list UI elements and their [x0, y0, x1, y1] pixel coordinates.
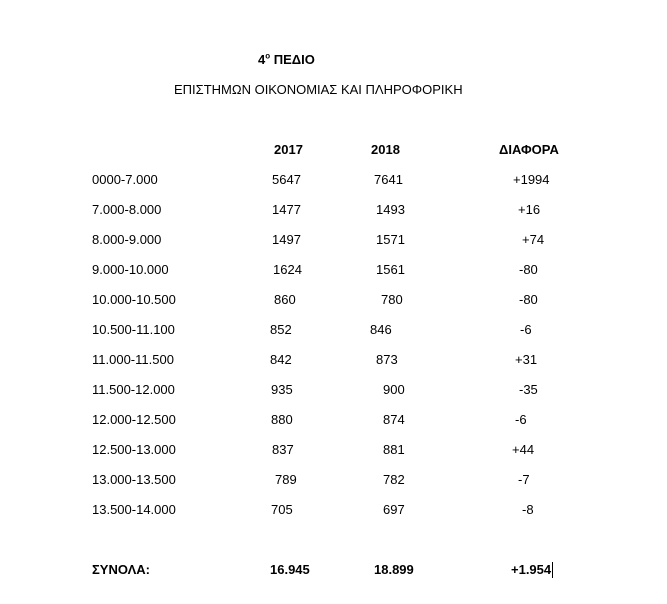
row-range: 12.000-12.500	[92, 412, 176, 427]
row-difference: +44	[512, 442, 535, 457]
row-value-2018: 1561	[376, 262, 405, 277]
row-difference: -6	[515, 412, 527, 427]
text-cursor	[552, 562, 553, 578]
page-subtitle: ΕΠΙΣΤΗΜΩΝ ΟΙΚΟΝΟΜΙΑΣ ΚΑΙ ΠΛΗΡΟΦΟΡΙΚΗ	[174, 82, 463, 97]
row-value-2018: 1571	[376, 232, 405, 247]
row-difference: +16	[518, 202, 541, 217]
row-difference: -7	[518, 472, 530, 487]
totals-difference: +1.954	[511, 562, 552, 577]
row-value-2017: 1624	[273, 262, 302, 277]
row-range: 10.500-11.100	[92, 322, 175, 337]
row-value-2018: 900	[383, 382, 405, 397]
row-value-2017: 1477	[272, 202, 301, 217]
row-value-2017: 852	[270, 322, 292, 337]
row-range: 10.000-10.500	[92, 292, 176, 307]
header-2017: 2017	[274, 142, 303, 157]
totals-label: ΣΥΝΟΛΑ:	[92, 562, 151, 577]
row-difference: -6	[520, 322, 532, 337]
row-value-2017: 705	[271, 502, 293, 517]
row-value-2018: 873	[376, 352, 398, 367]
totals-2018: 18.899	[374, 562, 414, 577]
row-range: 7.000-8.000	[92, 202, 162, 217]
totals-2017: 16.945	[270, 562, 310, 577]
row-value-2018: 7641	[374, 172, 403, 187]
row-range: 11.000-11.500	[92, 352, 174, 367]
page-title	[258, 52, 315, 68]
row-range: 13.000-13.500	[92, 472, 176, 487]
row-difference: -35	[519, 382, 538, 397]
row-value-2017: 1497	[272, 232, 301, 247]
row-value-2017: 880	[271, 412, 293, 427]
title-number: 4	[258, 52, 266, 67]
row-range: 11.500-12.000	[92, 382, 175, 397]
row-value-2017: 837	[272, 442, 294, 457]
row-range: 13.500-14.000	[92, 502, 176, 517]
row-difference: +74	[522, 232, 545, 247]
header-2018: 2018	[371, 142, 400, 157]
row-value-2017: 935	[271, 382, 293, 397]
header-difference: ΔΙΑΦΟΡΑ	[499, 142, 559, 157]
row-value-2018: 881	[383, 442, 405, 457]
row-range: 8.000-9.000	[92, 232, 162, 247]
title-superscript: ο	[265, 51, 271, 61]
row-value-2018: 780	[381, 292, 403, 307]
row-value-2018: 874	[383, 412, 405, 427]
title-text: ΠΕΔΙΟ	[270, 52, 315, 67]
row-value-2017: 842	[270, 352, 292, 367]
row-range: 9.000-10.000	[92, 262, 169, 277]
row-difference: -80	[519, 262, 538, 277]
row-value-2018: 697	[383, 502, 405, 517]
row-range: 0000-7.000	[92, 172, 158, 187]
row-value-2018: 1493	[376, 202, 405, 217]
row-difference: +1994	[513, 172, 550, 187]
row-value-2017: 5647	[272, 172, 301, 187]
row-value-2018: 846	[370, 322, 392, 337]
row-difference: +31	[515, 352, 538, 367]
row-value-2018: 782	[383, 472, 405, 487]
row-value-2017: 860	[274, 292, 296, 307]
row-difference: -80	[519, 292, 538, 307]
row-range: 12.500-13.000	[92, 442, 176, 457]
row-value-2017: 789	[275, 472, 297, 487]
row-difference: -8	[522, 502, 534, 517]
